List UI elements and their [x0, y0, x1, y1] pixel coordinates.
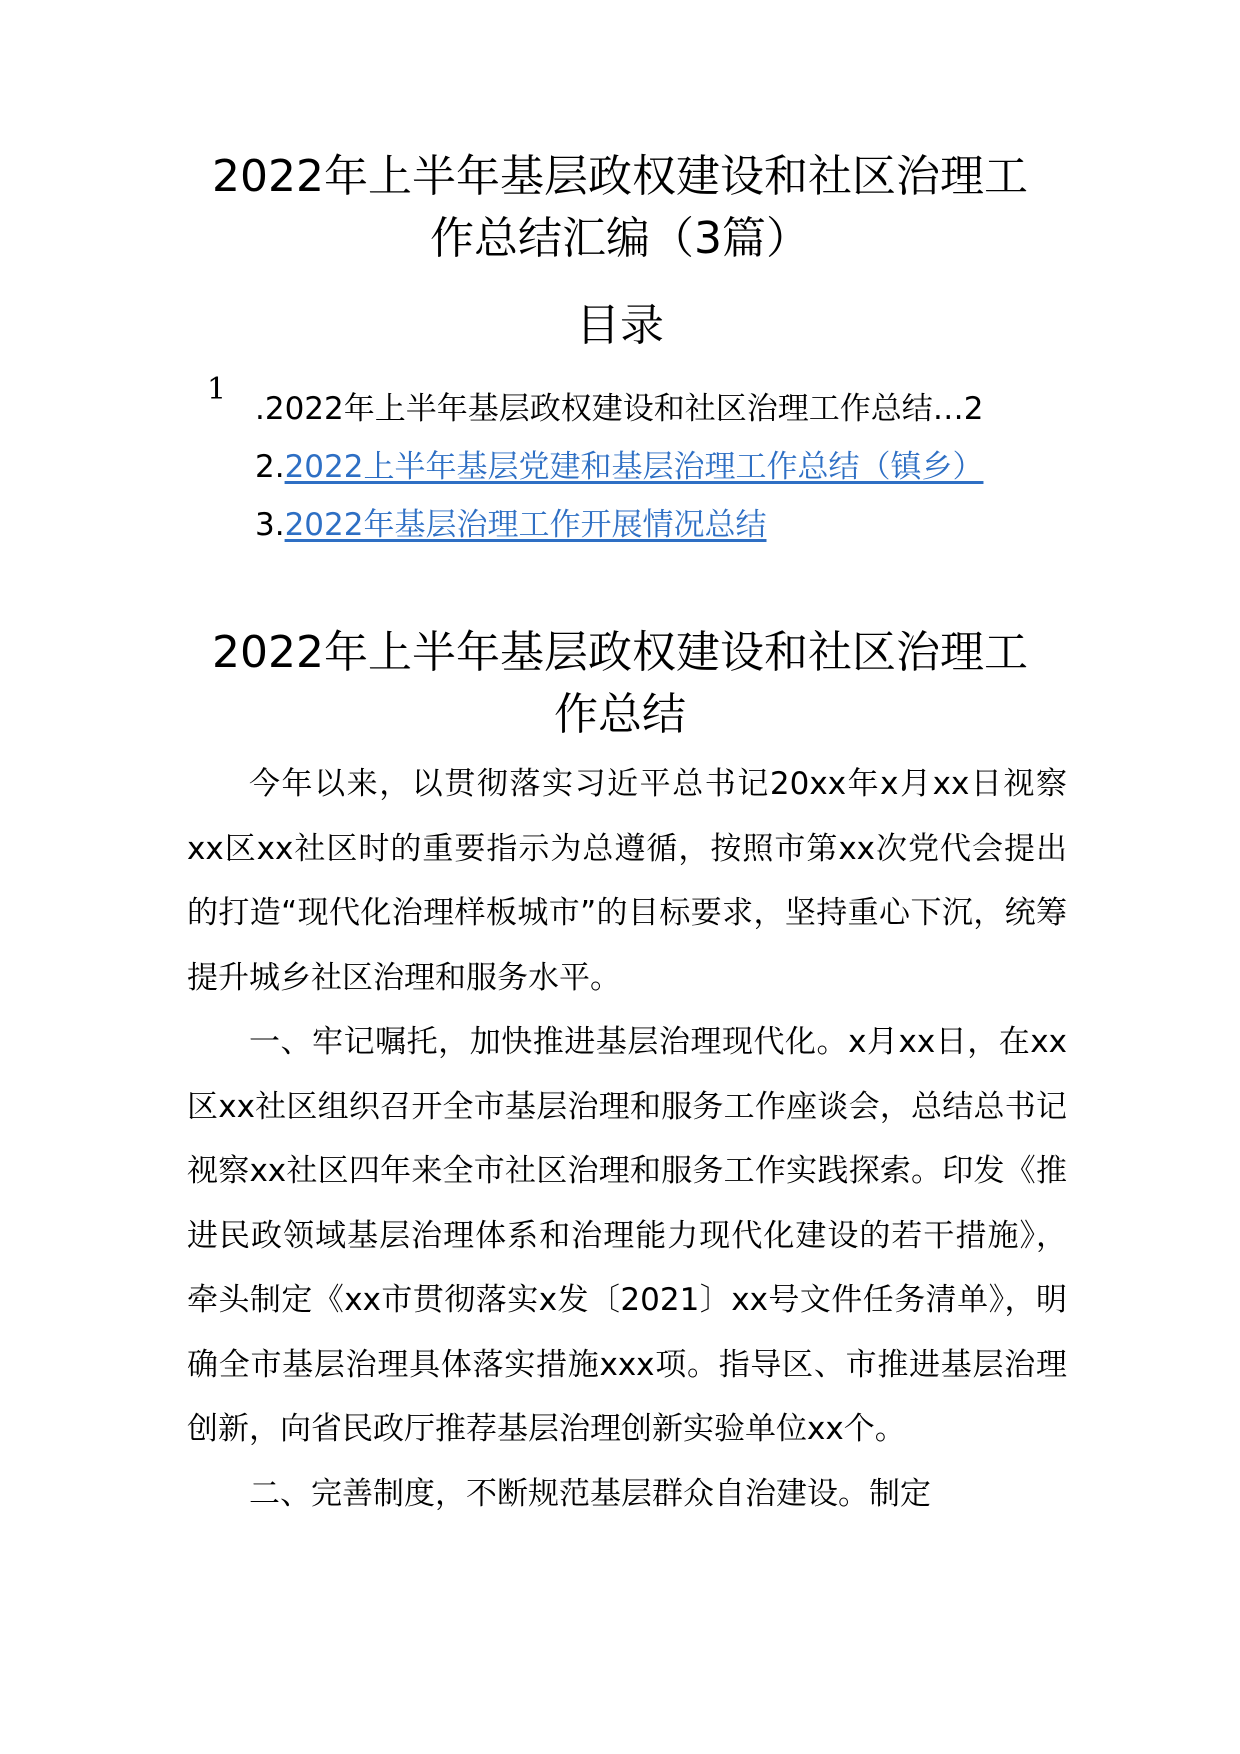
toc-lead-number: 1 — [207, 372, 227, 407]
toc-item-2-prefix: 2. — [255, 449, 285, 485]
document-title-line-2: 作总结汇编（3篇） — [430, 213, 810, 264]
body-text — [187, 752, 1067, 1526]
paragraph-1: 今年以来，以贯彻落实习近平总书记20xx年x月xx日视察xx区xx社区时的重要指示为总遵循，按照市第xx次党代会提出的打造“现代化治理样板城市”的目标要求，坚持重心下沉，统筹提升城乡社区治理和服务水平。 — [187, 766, 1067, 996]
toc-heading: 目录 — [576, 300, 664, 351]
toc-item-1[interactable] — [255, 389, 983, 429]
paragraph-3: 二、完善制度，不断规范基层群众自治建设。制定 — [249, 1475, 931, 1512]
section-title-line-2: 作总结 — [554, 689, 686, 740]
section-title-line-1: 2022年上半年基层政权建设和社区治理工 — [212, 627, 1028, 678]
paragraph-2: 一、牢记嘱托，加快推进基层治理现代化。x月xx日，在xx区xx社区组织召开全市基层治理和服务工作座谈会，总结总书记视察xx社区四年来全市社区治理和服务工作实践探索。印发《推进民政领域基层治理体系和治理能力现代化建设的若干措施》，牵头制定《xx市贯彻落实x发〔2021〕xx号文件任务清单》，明确全市基层治理具体落实措施xxx项。指导区、市推进基层治理创新，向省民政厅推荐基层治理创新实验单位xx个。 — [187, 1024, 1067, 1447]
toc-item-3[interactable] — [255, 505, 766, 545]
toc-item-2-link[interactable]: 2022上半年基层党建和基层治理工作总结（镇乡） — [284, 449, 984, 485]
toc-item-2[interactable] — [255, 447, 983, 487]
document-title-line-1: 2022年上半年基层政权建设和社区治理工 — [212, 151, 1028, 202]
toc-item-3-prefix: 3. — [255, 507, 285, 543]
toc-item-1-text: .2022年上半年基层政权建设和社区治理工作总结…2 — [255, 391, 984, 427]
toc-item-3-link[interactable]: 2022年基层治理工作开展情况总结 — [284, 507, 767, 543]
